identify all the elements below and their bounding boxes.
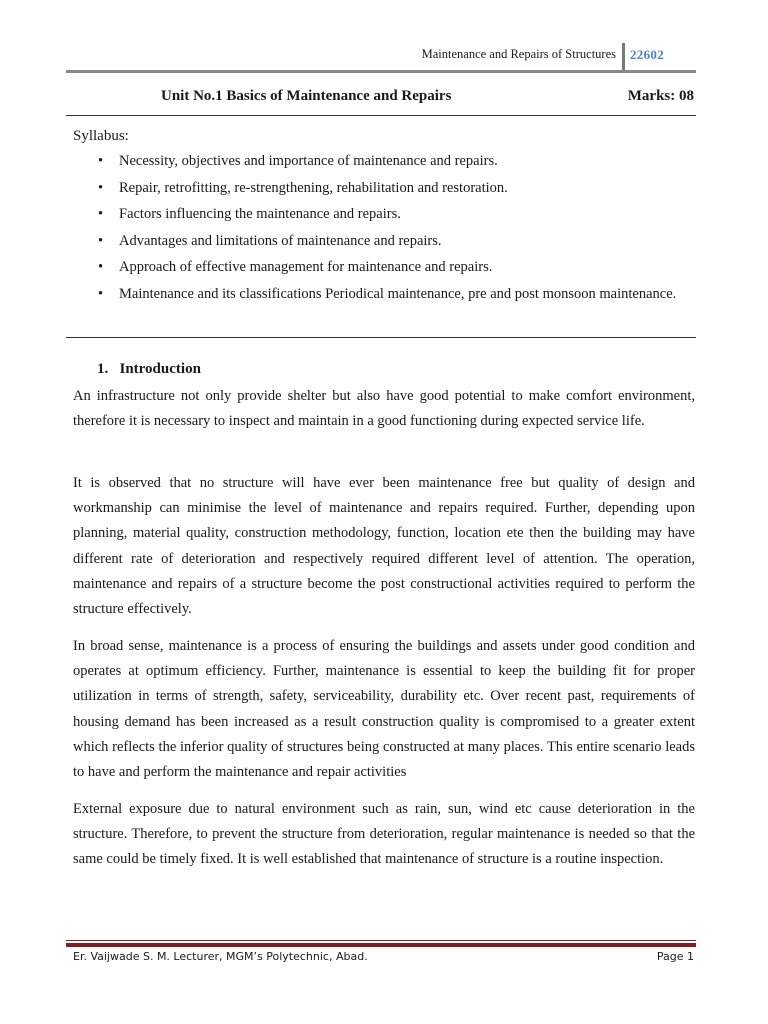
paragraph-3: In broad sense, maintenance is a process of ensuring the buildings and assets under good condition and operates at optimum efficiency. Further, maintenance is essential to keep the building fit for proper utilization in terms of strength, safety, serviceability, durability etc. Over recent past, requirements of housing demand has been increased as a result construction quality is compromised to a greater extent which reflects the inferior quality of structures being constructed at many places. This entire scenario leads to have and perform the maintenance and repair activities (73, 638, 695, 781)
unit-title: Unit No.1 Basics of Maintenance and Repairs (161, 88, 452, 104)
bullet-icon: • (98, 232, 104, 249)
header-divider (622, 43, 625, 73)
bullet-icon: • (98, 179, 104, 196)
bullet-icon: • (98, 259, 104, 275)
course-code: 22602 (630, 47, 664, 62)
bullet-icon: • (98, 153, 104, 169)
syllabus-item: • Advantages and limitations of maintenance and repairs. (73, 229, 695, 255)
syllabus-rule (66, 337, 696, 338)
footer-rule-thin (66, 940, 696, 941)
page-number: Page 1 (656, 950, 694, 963)
section-heading: 1. Introduction (97, 361, 201, 377)
footer-rule (66, 943, 696, 947)
unit-marks: Marks: 08 (627, 88, 694, 104)
syllabus-item: • Approach of effective management for maintenance and repairs. (73, 255, 695, 281)
title-rule (66, 115, 696, 116)
syllabus-label: Syllabus: (73, 128, 129, 144)
syllabus-item: • Maintenance and its classifications Periodical maintenance, pre and post monsoon maintenance. (73, 282, 695, 308)
paragraph-2: It is observed that no structure will have ever been maintenance free but quality of design and workmanship can minimise the level of maintenance and repairs required. Further, depending upon planning, material quality, construction methodology, function, location ete then the building may have different rate of deterioration and respectively required different level of attention. The operation, maintenance and repairs of a structure become the post constructional activities required to perform the structure effectively. (73, 475, 695, 618)
bullet-icon: • (98, 206, 104, 222)
paragraph-4: External exposure due to natural environment such as rain, sun, wind etc cause deterioration in the structure. Therefore, to prevent the structure from deterioration, regular maintenance is needed so that the same could be timely fixed. It is well established that maintenance of structure is a routine inspection. (73, 801, 695, 868)
syllabus-item: • Factors influencing the maintenance and repairs. (73, 202, 695, 228)
paragraph-1: An infrastructure not only provide shelter but also have good potential to make comfort environment, therefore it is necessary to inspect and maintain in a good functioning during expected service life. (73, 388, 695, 430)
syllabus-item: • Repair, retrofitting, re-strengthening, rehabilitation and restoration. (73, 176, 695, 202)
header-rule (66, 70, 696, 73)
syllabus-item: • Necessity, objectives and importance of maintenance and repairs. (73, 149, 695, 175)
footer-author: Er. Vaijwade S. M. Lecturer, MGM’s Polytechnic, Abad. (73, 950, 368, 963)
syllabus-list (73, 149, 695, 308)
running-header-title: Maintenance and Repairs of Structures (421, 47, 616, 61)
bullet-icon: • (98, 285, 104, 302)
